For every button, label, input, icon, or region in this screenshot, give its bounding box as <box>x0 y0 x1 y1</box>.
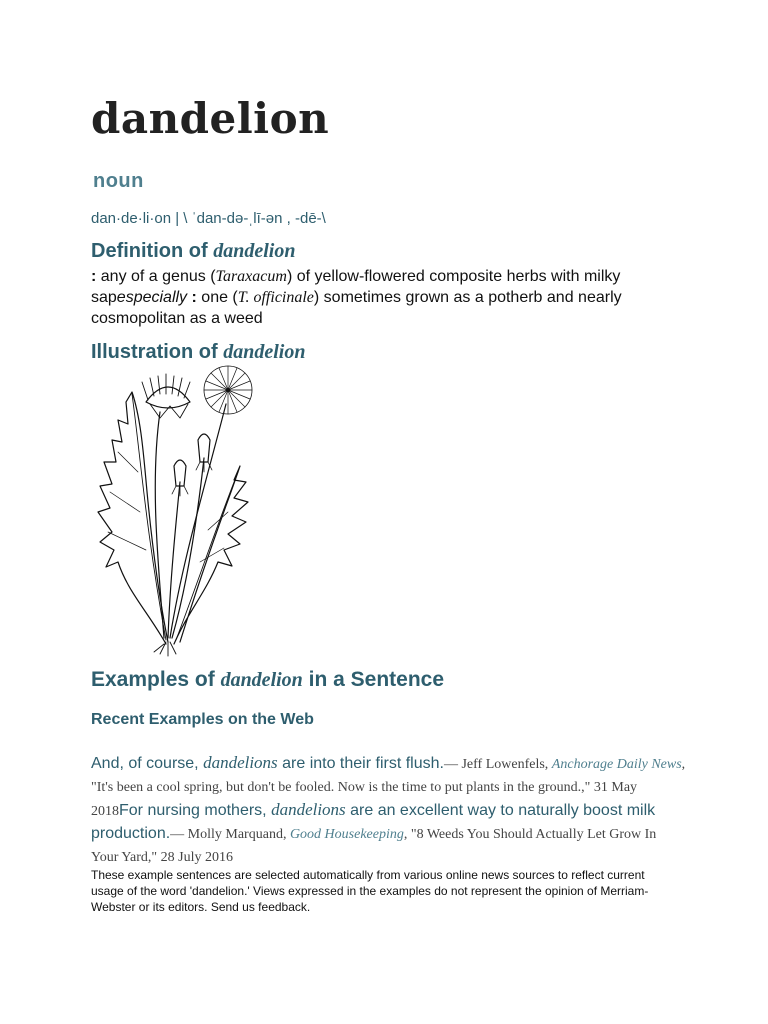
genus-name: Taraxacum <box>215 268 287 285</box>
definition-part: ) sometimes grown as a potherb and nearly cosmopolitan as a weed <box>91 289 622 327</box>
definition-heading-word: dandelion <box>213 240 296 262</box>
definition-colon: : <box>187 289 197 306</box>
example-keyword: dandelions <box>271 800 346 819</box>
definition-part: any of a genus ( <box>96 268 216 285</box>
examples-heading-word: dandelion <box>220 669 303 691</box>
citation-author: — Molly Marquand, <box>170 827 290 842</box>
definition-text <box>91 266 681 329</box>
pronunciation: dan·de·li·on | \ ˈdan-də-ˌlī-ən , -dē-\ <box>91 210 326 227</box>
example-text: And, of course, <box>91 755 204 772</box>
species-name: T. officinale <box>237 289 314 306</box>
citation-source-link[interactable]: Good Housekeeping <box>289 827 404 842</box>
examples-disclaimer: These example sentences are selected automatically from various online news sources to reflect current usage of the word 'dandelion.' Views expressed in the examples do not represent the opinion of Merriam-Webster or its editors. Send us feedback. <box>91 868 649 914</box>
recent-examples-heading: Recent Examples on the Web <box>91 711 314 728</box>
citation-source-link[interactable]: Anchorage Daily News <box>551 757 682 772</box>
especially-label: especially <box>116 289 188 306</box>
definition-part: one ( <box>196 289 238 306</box>
examples-heading-prefix: Examples of <box>91 668 215 691</box>
illustration-heading-word: dandelion <box>223 341 306 363</box>
citation-detail: , "8 Weeds You Should Actually Let Grow In Your Yard," 28 July 2016 <box>91 827 657 865</box>
definition-heading <box>91 240 295 263</box>
illustration-heading <box>91 341 305 364</box>
headword: dandelion <box>91 94 330 143</box>
citation-author: — Jeff Lowenfels, <box>443 757 552 772</box>
examples-heading-suffix: in a Sentence <box>308 668 445 691</box>
example-text: For nursing mothers, <box>119 802 272 819</box>
example-text: are an excellent way to naturally boost milk production. <box>91 802 656 842</box>
example-citation <box>91 827 656 865</box>
dandelion-illustration <box>88 362 258 658</box>
illustration-heading-prefix: Illustration of <box>91 341 218 363</box>
definition-heading-prefix: Definition of <box>91 240 208 262</box>
part-of-speech: noun <box>93 170 144 192</box>
example-sentences <box>91 752 686 869</box>
examples-heading <box>91 668 444 692</box>
definition-part: ) of yellow-flowered composite herbs with milky sap <box>91 268 621 306</box>
definition-colon: : <box>91 268 97 285</box>
citation-detail: , "It's been a cool spring, but don't be fooled. Now is the time to put plants in the ground.," 31 May 2018 <box>91 757 686 819</box>
example-text: are into their first flush. <box>277 755 444 772</box>
example-keyword: dandelions <box>203 753 278 772</box>
